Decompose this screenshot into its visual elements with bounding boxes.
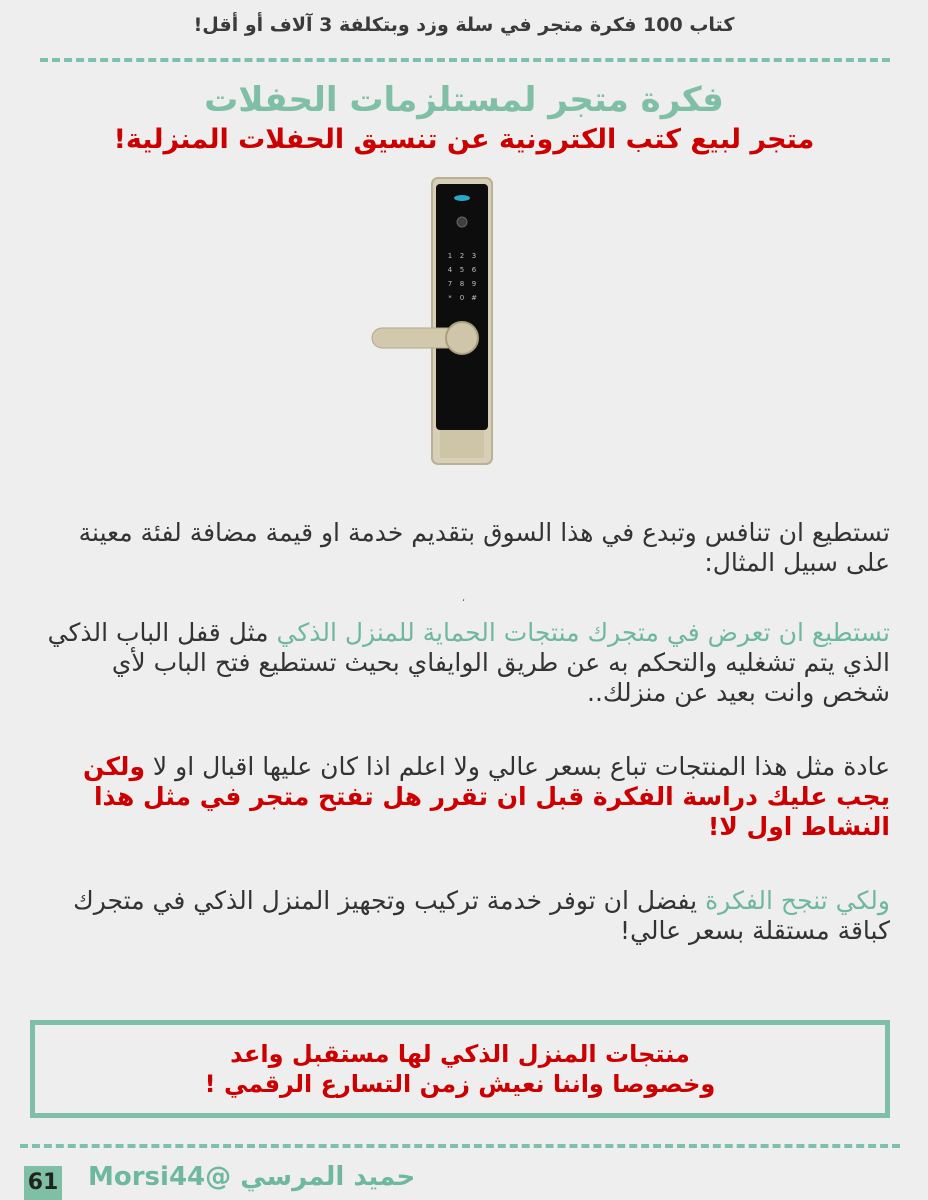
callout-line-1: منتجات المنزل الذكي لها مستقبل واعد	[230, 1040, 690, 1068]
svg-text:6: 6	[471, 266, 477, 274]
callout-box	[30, 1020, 890, 1118]
svg-text:4: 4	[447, 266, 453, 274]
idea-title: فكرة متجر لمستلزمات الحفلات	[204, 80, 724, 120]
svg-text:0: 0	[459, 294, 465, 302]
svg-text:1: 1	[447, 252, 453, 260]
smart-home-rest: مثل قفل الباب الذكي الذي يتم تشغليه والتحكم به عن طريق الوايفاي بحيث تستطيع فتح الباب لأي شخص وانت بعيد عن منزلك..	[47, 618, 890, 707]
smart-home-highlight: تستطيع ان تعرض في متجرك منتجات الحماية للمنزل الذكي	[276, 618, 890, 647]
svg-text:#: #	[471, 294, 477, 302]
smart-lock-image	[364, 176, 504, 468]
idea-subtitle: متجر لبيع كتب الكترونية عن تنسيق الحفلات المنزلية!	[113, 124, 815, 155]
svg-text:3: 3	[471, 252, 477, 260]
page-number: 61	[24, 1166, 62, 1200]
paragraph-smart-home	[38, 618, 890, 708]
stray-mark: ،	[462, 594, 465, 604]
paragraph-success-tip	[38, 886, 890, 946]
svg-text:*: *	[448, 294, 452, 302]
paragraph-warning	[38, 752, 890, 842]
author-credit: حميد المرسي @Morsi44	[88, 1162, 416, 1192]
bottom-dashed-divider	[20, 1144, 900, 1148]
warning-highlight: ولكن يجب عليك دراسة الفكرة قبل ان تقرر هل تفتح متجر في مثل هذا النشاط اول لا!	[83, 752, 890, 841]
svg-text:7: 7	[447, 280, 453, 288]
svg-text:8: 8	[459, 280, 465, 288]
svg-text:2: 2	[459, 252, 465, 260]
success-highlight: ولكي تنجح الفكرة	[705, 886, 890, 915]
warning-normal: عادة مثل هذا المنتجات تباع بسعر عالي ولا اعلم اذا كان عليها اقبال او لا	[144, 752, 890, 781]
book-title-header: كتاب 100 فكرة متجر في سلة وزد وبتكلفة 3 آلاف أو أقل!	[193, 14, 735, 36]
success-rest: يفضل ان توفر خدمة تركيب وتجهيز المنزل الذكي في متجرك كباقة مستقلة بسعر عالي!	[73, 886, 890, 945]
paragraph-intro: تستطيع ان تنافس وتبدع في هذا السوق بتقديم خدمة او قيمة مضافة لفئة معينة على سبيل المثال:	[78, 518, 890, 577]
callout-line-2: وخصوصا واننا نعيش زمن التسارع الرقمي !	[204, 1070, 716, 1098]
top-dashed-divider	[40, 58, 890, 62]
svg-text:9: 9	[471, 280, 477, 288]
svg-text:5: 5	[459, 266, 465, 274]
